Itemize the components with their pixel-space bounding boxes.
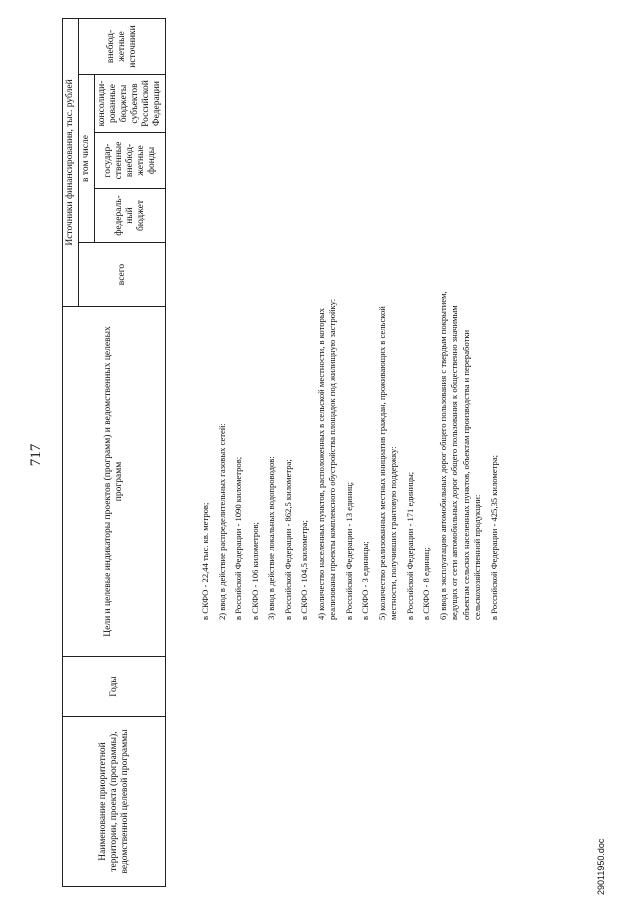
header-sources-cell: Источники финансирования, тыс. рублей	[63, 18, 79, 306]
header-total-cell: всего	[79, 243, 166, 307]
indicator-line: в СКФО - 106 километров;	[249, 522, 260, 620]
header-state-funds-cell: государ-ственные внебюд-жетные фонды	[95, 133, 166, 189]
header-years-cell: Годы	[63, 657, 166, 717]
indicator-line: в Российской Федерации - 171 единицы;	[404, 471, 415, 620]
indicator-line: в СКФО - 104,5 километра;	[299, 520, 309, 620]
indicator-line: 4) количество населенных пунктов, расположенных в сельской местности, в которых реализованы проекты комплексного обустройства площадок под жилищную застройку:	[315, 298, 337, 620]
page-number: 717	[28, 443, 44, 467]
indicator-line: в СКФО - 3 единицы;	[360, 541, 370, 620]
financing-table-header	[62, 18, 166, 887]
indicator-line: 3) ввод в действие локальных водопроводов:	[266, 456, 276, 620]
header-incl-cell: в том числе	[79, 75, 95, 243]
header-consolidated-cell: консолиди-рованные бюджеты субъектов Российской Федерации	[95, 75, 166, 133]
header-name-cell: Наименование приоритетной территории, проекта (программы), ведомственной целевой программы	[63, 717, 166, 887]
indicator-line: в Российской Федерации - 425,35 километра;	[488, 454, 499, 620]
header-extrabudget-cell: внебюд-жетные источники	[79, 18, 166, 74]
indicator-line: 2) ввод в действие распределительных газовых сетей:	[216, 423, 227, 620]
indicator-line: в Российской Федерации - 1090 километров;	[233, 456, 243, 620]
header-goals-cell: Цели и целевые индикаторы проектов (программ) и ведомственных целевых программ	[63, 307, 166, 657]
indicator-list	[200, 290, 505, 620]
header-federal-cell: федераль-ный бюджет	[95, 189, 166, 243]
indicator-line: в Российской Федерации - 862,5 километра;	[282, 459, 293, 620]
rotated-page	[10, 5, 630, 895]
indicator-line: в СКФО - 8 единиц;	[421, 547, 431, 620]
indicator-line: в СКФО - 22,44 тыс. кв. метров;	[200, 502, 210, 620]
document-id: 29011950.doc	[596, 838, 606, 895]
indicator-line: 6) ввод в эксплуатацию автомобильных дорог общего пользования с твердым покрытием, ведущих от сети автомобильных дорог общего пользования к общественно значимым объектам сельских населенных пунктов, объектам производства и переработки сельскохозяйственной продукции:	[437, 291, 482, 620]
indicator-line: 5) количество реализованных местных инициатив граждан, проживающих в сельской местности, получивших грантовую поддержку:	[376, 306, 398, 620]
indicator-line: в Российской Федерации - 13 единиц;	[343, 481, 354, 620]
